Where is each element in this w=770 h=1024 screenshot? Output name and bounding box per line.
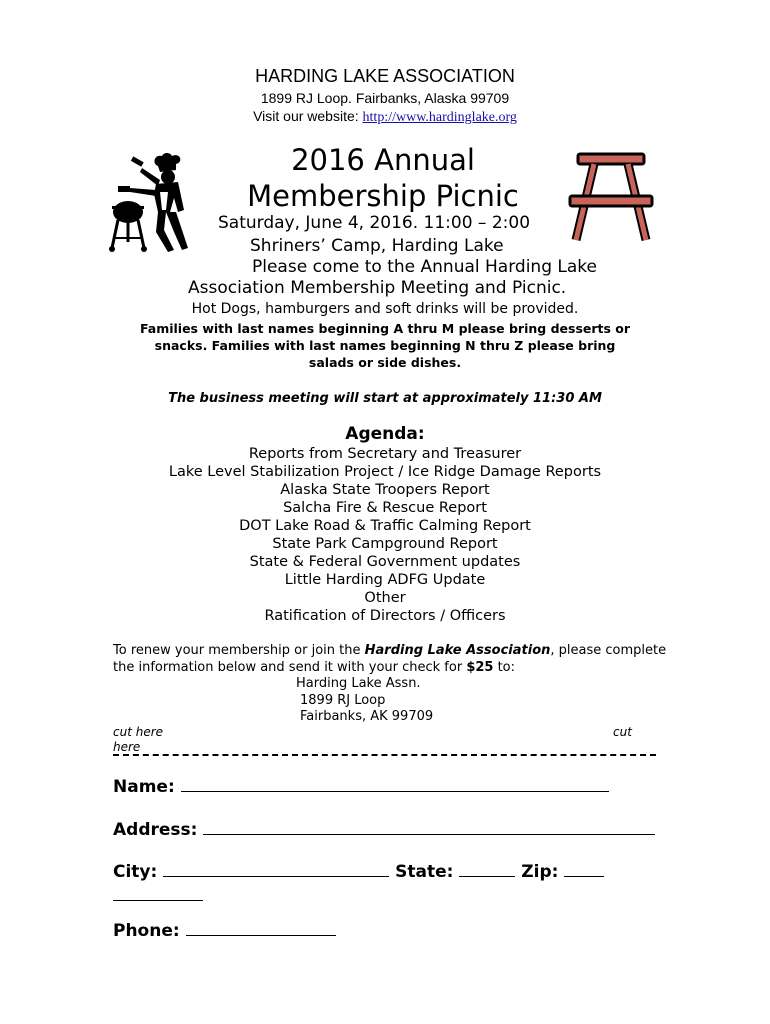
mail-line2: 1899 RJ Loop — [300, 692, 386, 708]
city-blank[interactable] — [163, 862, 389, 877]
renewal-text-end: to: — [493, 660, 516, 675]
address-field[interactable] — [113, 820, 655, 840]
state-blank[interactable] — [459, 862, 515, 877]
association-name: Harding Lake Association — [364, 643, 551, 658]
agenda-item: Alaska State Troopers Report — [280, 482, 490, 498]
cut-label-right: cut — [613, 725, 632, 739]
org-address: 1899 RJ Loop. Fairbanks, Alaska 99709 — [260, 90, 510, 106]
zip-label: Zip: — [521, 862, 559, 882]
cut-here-line1: cut here — [113, 725, 164, 739]
event-title-line1: 2016 Annual — [291, 143, 475, 177]
phone-label: Phone: — [113, 921, 180, 941]
agenda-item: Lake Level Stabilization Project / Ice Ridge Damage Reports — [168, 464, 602, 480]
phone-blank[interactable] — [186, 921, 336, 936]
families-line3: salads or side dishes. — [308, 355, 462, 370]
agenda-item: Reports from Secretary and Treasurer — [248, 446, 522, 462]
mail-line3: Fairbanks, AK 99709 — [300, 709, 434, 724]
name-blank[interactable] — [181, 777, 609, 792]
agenda-item: Ratification of Directors / Officers — [264, 608, 506, 624]
zip-blank-continued[interactable] — [113, 886, 203, 901]
name-field[interactable] — [113, 777, 609, 797]
agenda-item: Salcha Fire & Rescue Report — [283, 500, 487, 516]
agenda-title: Agenda: — [345, 424, 425, 444]
invite-line2: Association Membership Meeting and Picnic. — [188, 278, 567, 298]
renewal-text-start: To renew your membership or join the — [113, 643, 365, 658]
agenda-item: Other — [364, 590, 406, 606]
phone-field[interactable] — [113, 921, 336, 941]
zip-blank[interactable] — [564, 862, 604, 877]
org-name: HARDING LAKE ASSOCIATION — [255, 66, 515, 86]
families-instructions — [100, 320, 670, 371]
agenda-item: Little Harding ADFG Update — [284, 572, 486, 588]
state-label: State: — [395, 862, 454, 882]
agenda-item: State & Federal Government updates — [249, 554, 521, 570]
families-line1: Families with last names beginning A thru M please bring desserts or — [139, 321, 631, 336]
event-title — [190, 142, 576, 214]
event-location: Shriners’ Camp, Harding Lake — [250, 236, 504, 256]
city-label: City: — [113, 862, 158, 882]
cut-dashed-line — [113, 754, 656, 756]
invite-line1: Please come to the Annual Harding Lake — [252, 257, 597, 277]
address-blank[interactable] — [203, 820, 655, 835]
website-line — [0, 108, 770, 126]
website-prefix: Visit our website: — [253, 108, 363, 124]
mail-line1: Harding Lake Assn. — [296, 676, 421, 691]
food-note: Hot Dogs, hamburgers and soft drinks will be provided. — [191, 301, 579, 317]
name-label: Name: — [113, 777, 175, 797]
mailing-address — [296, 676, 433, 726]
business-meeting-note: The business meeting will start at approximately 11:30 AM — [168, 391, 602, 406]
families-line2: snacks. Families with last names beginning N thru Z please bring — [154, 338, 616, 353]
agenda-item: State Park Campground Report — [272, 536, 498, 552]
renewal-text-mid: , please complete the information below and send it with your check for — [113, 643, 667, 675]
picnic-table-icon — [566, 148, 656, 244]
membership-fee: $25 — [466, 660, 494, 675]
cut-here-label — [113, 725, 163, 755]
event-title-line2: Membership Picnic — [247, 179, 519, 213]
agenda-item: DOT Lake Road & Traffic Calming Report — [239, 518, 531, 534]
website-link[interactable]: http://www.hardinglake.org — [362, 110, 517, 125]
chef-grill-icon — [104, 150, 194, 260]
address-label: Address: — [113, 820, 198, 840]
event-date-time: Saturday, June 4, 2016. 11:00 – 2:00 — [218, 213, 531, 233]
agenda-list — [0, 445, 770, 625]
renewal-instructions — [113, 642, 673, 676]
cut-here-line2: here — [113, 740, 141, 754]
city-state-zip-field[interactable] — [113, 862, 604, 882]
